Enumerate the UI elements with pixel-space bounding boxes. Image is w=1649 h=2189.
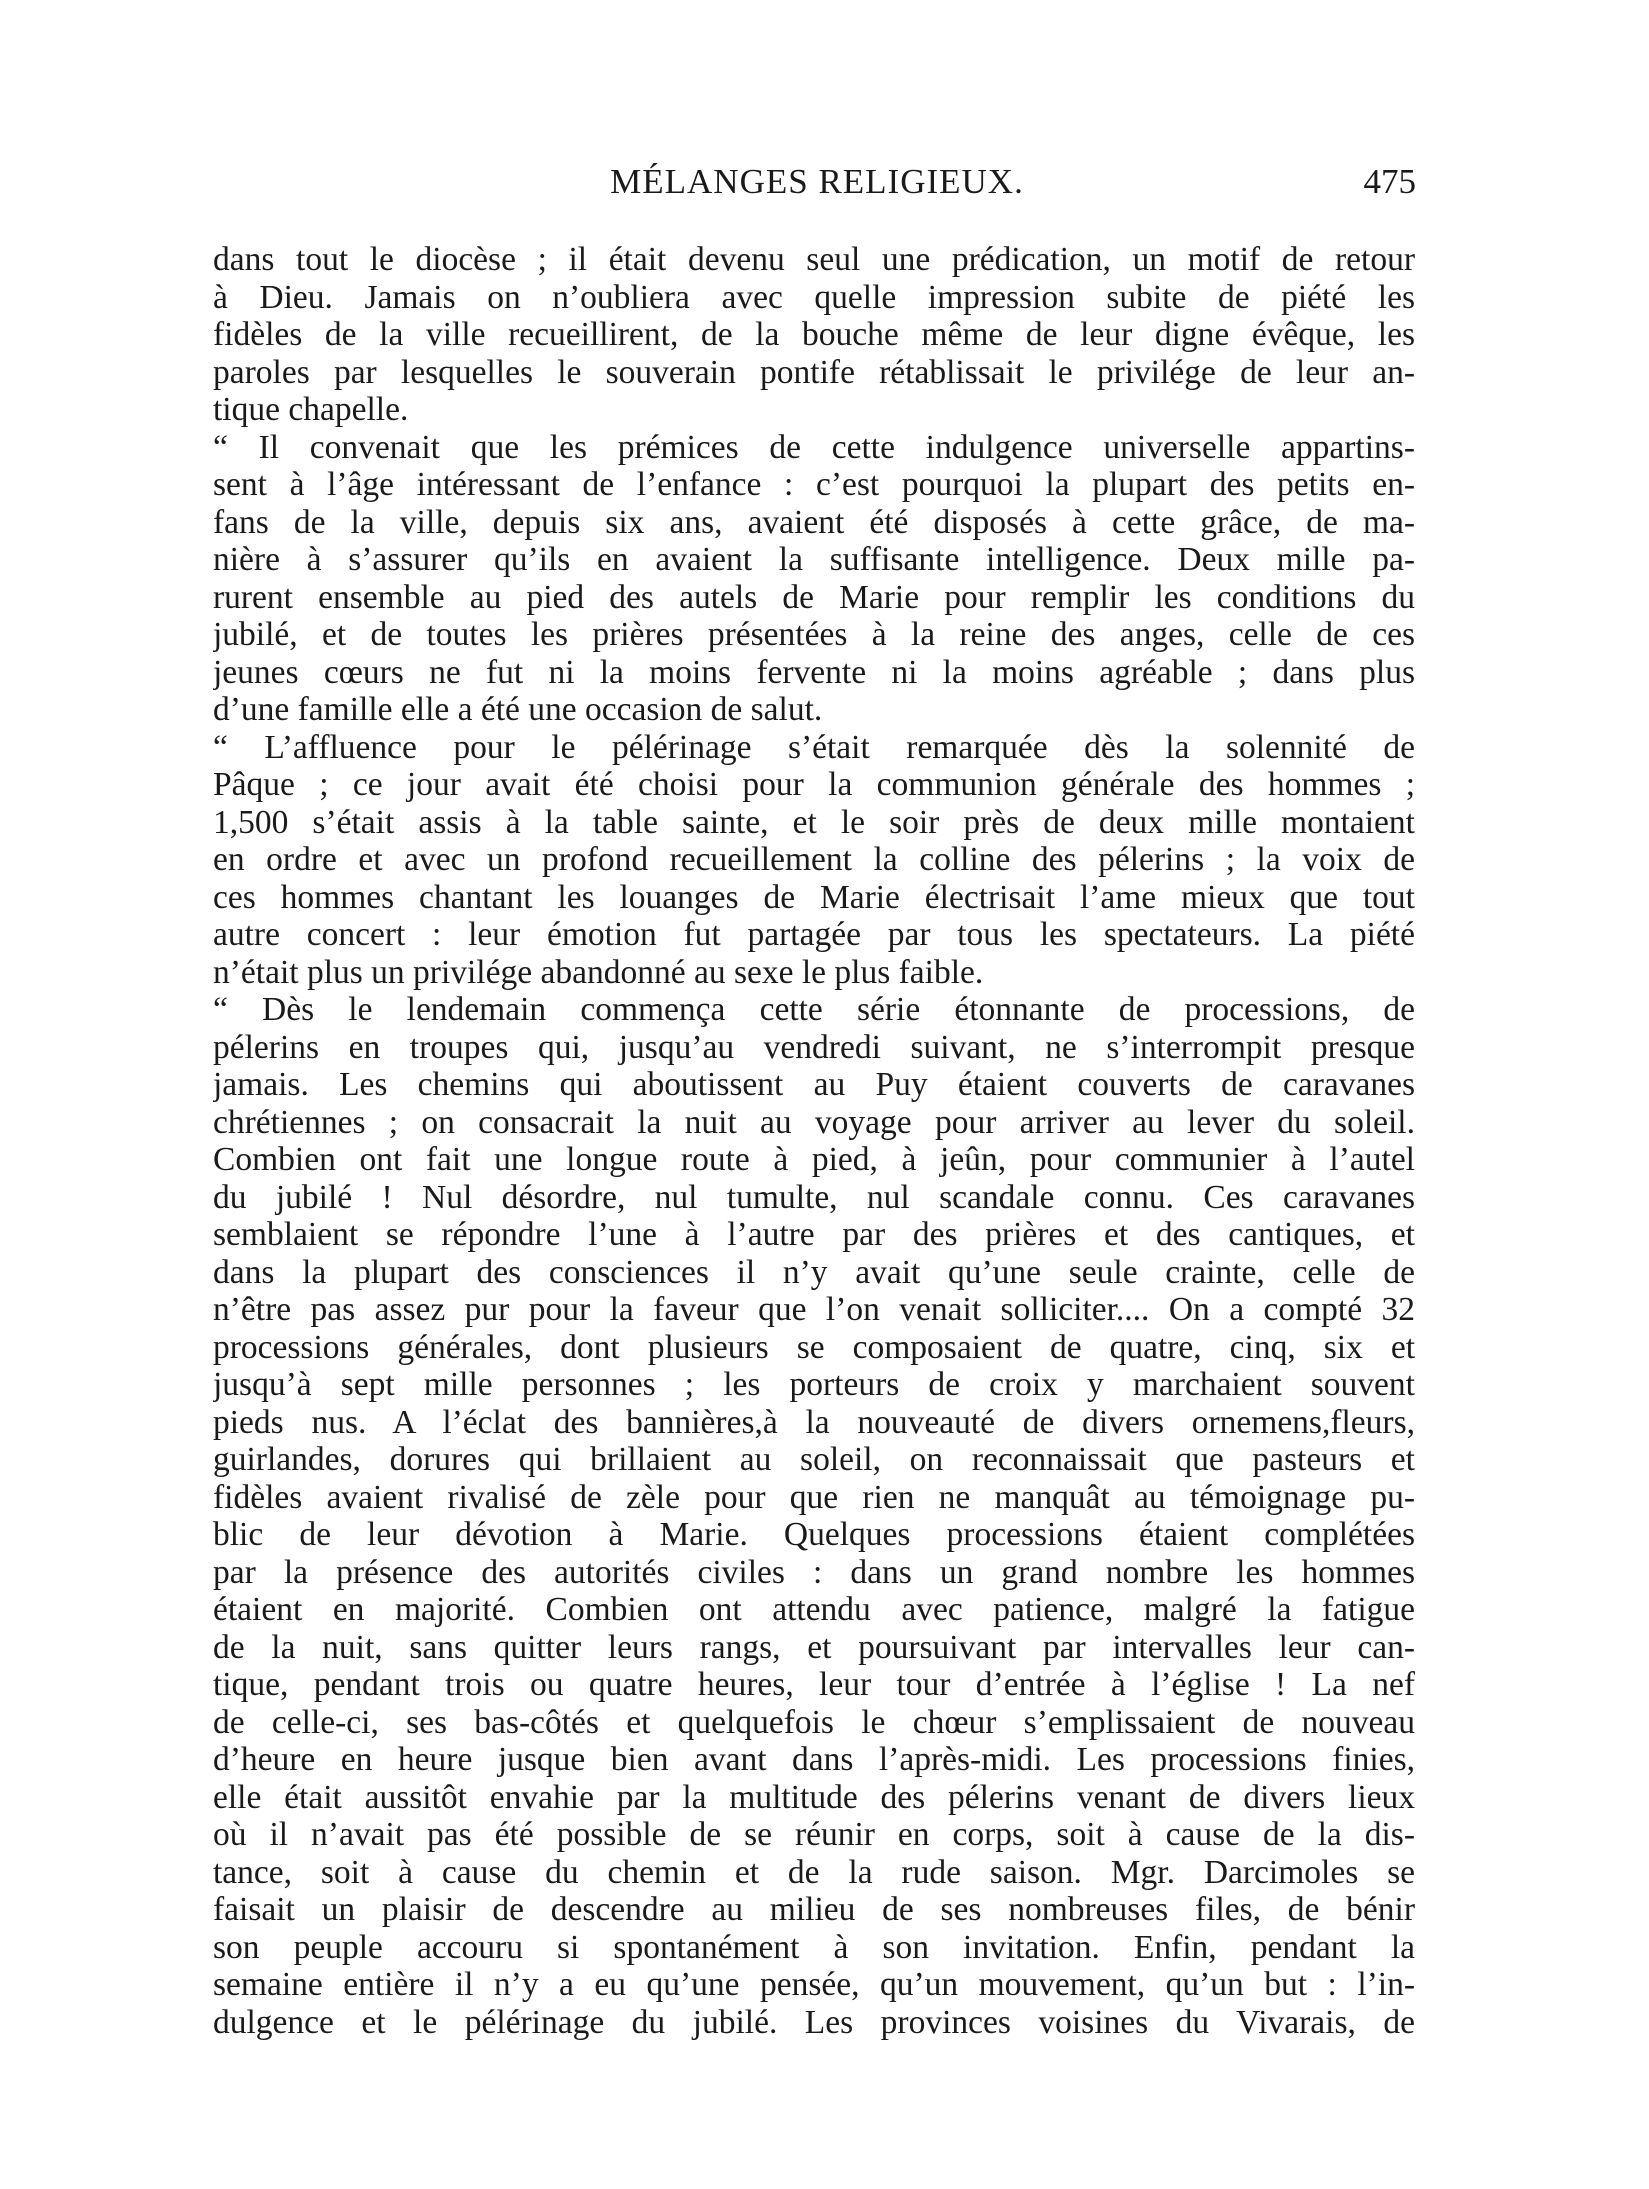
text-line: du jubilé ! Nul désordre, nul tumulte, nul scandale connu. Ces caravanes	[213, 1178, 1415, 1216]
text-line: jeunes cœurs ne fut ni la moins fervente ni la moins agréable ; dans plus	[213, 653, 1415, 691]
text-line: fidèles de la ville recueillirent, de la bouche même de leur digne évêque, les	[213, 316, 1415, 353]
text-line: dulgence et le pélérinage du jubilé. Les provinces voisines du Vivarais, de	[213, 2003, 1415, 2041]
text-line: semblaient se répondre l’une à l’autre par des prières et des cantiques, et	[213, 1216, 1415, 1253]
text-line: d’heure en heure jusque bien avant dans l’après-midi. Les processions finies,	[213, 1741, 1415, 1778]
text-line: chrétiennes ; on consacrait la nuit au voyage pour arriver au lever du soleil.	[213, 1103, 1415, 1141]
text-line: fans de la ville, depuis six ans, avaient été disposés à cette grâce, de ma-	[213, 503, 1415, 541]
text-line: jubilé, et de toutes les prières présentées à la reine des anges, celle de ces	[213, 616, 1415, 653]
text-line: Pâque ; ce jour avait été choisi pour la communion générale des hommes ;	[213, 766, 1415, 803]
text-line: “ Il convenait que les prémices de cette indulgence universelle appartins-	[213, 428, 1415, 466]
text-line: 1,500 s’était assis à la table sainte, et le soir près de deux mille montaient	[213, 803, 1415, 841]
text-line: pieds nus. A l’éclat des bannières,à la nouveauté de divers ornemens,fleurs,	[213, 1403, 1415, 1441]
text-line: pélerins en troupes qui, jusqu’au vendredi suivant, ne s’interrompit presque	[213, 1028, 1415, 1066]
text-line: n’était plus un privilége abandonné au sexe le plus faible.	[213, 953, 984, 991]
text-line: tance, soit à cause du chemin et de la rude saison. Mgr. Darcimoles se	[213, 1853, 1415, 1891]
text-line: sent à l’âge intéressant de l’enfance : c’est pourquoi la plupart des petits en-	[213, 466, 1415, 503]
text-line: tique chapelle.	[213, 391, 409, 428]
text-line: guirlandes, dorures qui brillaient au soleil, on reconnaissait que pasteurs et	[213, 1441, 1415, 1478]
text-line: tique, pendant trois ou quatre heures, leur tour d’entrée à l’église ! La nef	[213, 1666, 1415, 1703]
text-line: de la nuit, sans quitter leurs rangs, et poursuivant par intervalles leur can-	[213, 1628, 1415, 1666]
page-number: 475	[1363, 162, 1416, 201]
text-line: jamais. Les chemins qui aboutissent au Puy étaient couverts de caravanes	[213, 1066, 1415, 1103]
text-line: à Dieu. Jamais on n’oubliera avec quelle impression subite de piété les	[213, 278, 1415, 316]
text-line: faisait un plaisir de descendre au milieu de ses nombreuses files, de bénir	[213, 1891, 1415, 1928]
text-line: où il n’avait pas été possible de se réunir en corps, soit à cause de la dis-	[213, 1816, 1415, 1853]
text-line: ces hommes chantant les louanges de Marie électrisait l’ame mieux que tout	[213, 878, 1415, 916]
text-line: en ordre et avec un profond recueillement la colline des pélerins ; la voix de	[213, 841, 1415, 878]
text-line: n’être pas assez pur pour la faveur que l’on venait solliciter.... On a compté 32	[213, 1291, 1415, 1328]
text-line: paroles par lesquelles le souverain pontife rétablissait le privilége de leur an-	[213, 353, 1415, 391]
text-line: blic de leur dévotion à Marie. Quelques processions étaient complétées	[213, 1516, 1415, 1553]
text-line: “ L’affluence pour le pélérinage s’était remarquée dès la solennité de	[213, 728, 1415, 766]
text-line: processions générales, dont plusieurs se composaient de quatre, cinq, six et	[213, 1328, 1415, 1366]
text-line: rurent ensemble au pied des autels de Marie pour remplir les conditions du	[213, 578, 1415, 616]
text-line: semaine entière il n’y a eu qu’une pensée, qu’un mouvement, qu’un but : l’in-	[213, 1966, 1415, 2003]
text-line: d’une famille elle a été une occasion de salut.	[213, 691, 823, 728]
text-line: son peuple accouru si spontanément à son invitation. Enfin, pendant la	[213, 1928, 1415, 1966]
text-line: elle était aussitôt envahie par la multitude des pélerins venant de divers lieux	[213, 1778, 1415, 1816]
text-line: par la présence des autorités civiles : dans un grand nombre les hommes	[213, 1553, 1415, 1591]
text-line: “ Dès le lendemain commença cette série étonnante de processions, de	[213, 991, 1415, 1028]
body-text	[213, 241, 1415, 2041]
text-line: de celle-ci, ses bas-côtés et quelquefois le chœur s’emplissaient de nouveau	[213, 1703, 1415, 1741]
text-line: autre concert : leur émotion fut partagée par tous les spectateurs. La piété	[213, 916, 1415, 953]
text-line: fidèles avaient rivalisé de zèle pour que rien ne manquât au témoignage pu-	[213, 1478, 1415, 1516]
text-line: Combien ont fait une longue route à pied, à jeûn, pour communier à l’autel	[213, 1141, 1415, 1178]
text-line: étaient en majorité. Combien ont attendu avec patience, malgré la fatigue	[213, 1591, 1415, 1628]
running-title: MÉLANGES RELIGIEUX.	[610, 162, 1024, 201]
text-line: dans tout le diocèse ; il était devenu seul une prédication, un motif de retour	[213, 241, 1415, 278]
text-line: nière à s’assurer qu’ils en avaient la suffisante intelligence. Deux mille pa-	[213, 541, 1415, 578]
text-line: dans la plupart des consciences il n’y avait qu’une seule crainte, celle de	[213, 1253, 1415, 1291]
running-head	[218, 162, 1416, 212]
text-line: jusqu’à sept mille personnes ; les porteurs de croix y marchaient souvent	[213, 1366, 1415, 1403]
